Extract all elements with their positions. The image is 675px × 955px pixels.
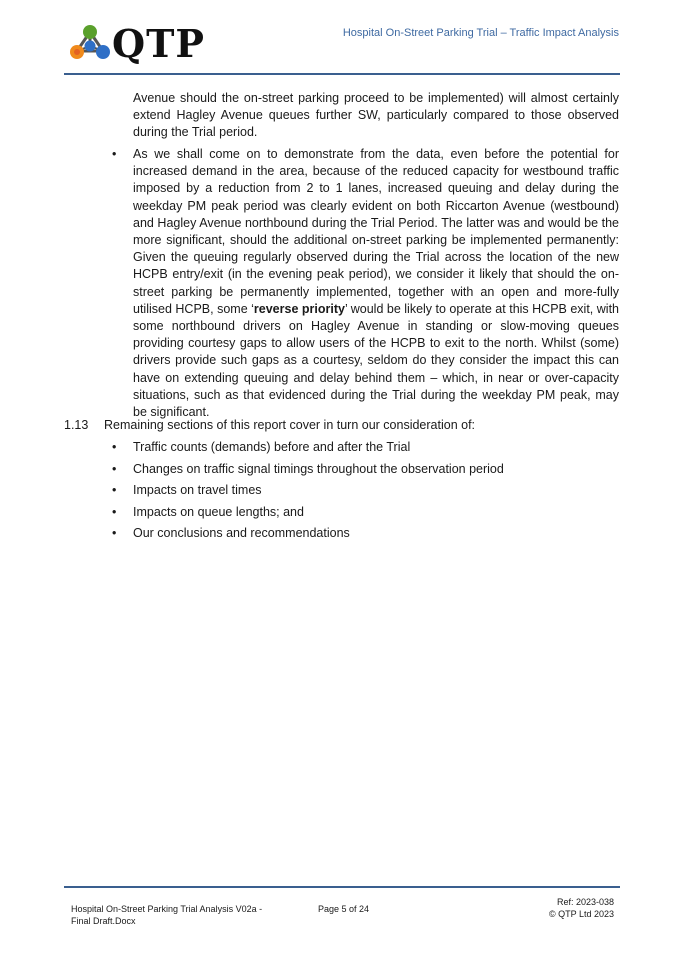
- bullet-text-before: As we shall come on to demonstrate from the data, even before the potential for increased demand in the area, because of the reduced capacity for westbound traffic imposed by a reduction from 2 to 1 lanes, increased queuing and delay during the weekday PM peak period was clearly evident on both Riccarton Avenue (westbound) and Hagley Avenue northbound during the Trial Period. The latter was and would be the more significant, should the additional on-street parking be implemented permanently: Given the queuing regularly observed during the Trial across the location of the new HCPB entry/exit (in the evening peak period), we consider it likely that should the on-street parking be permanently implemented, together with an open and more-fully utilised HCPB, some ‘: [133, 147, 619, 316]
- bullet-paragraph: [108, 146, 619, 421]
- bullet-text: [133, 146, 619, 421]
- section-number: 1.13: [64, 418, 89, 432]
- bullet-icon: •: [112, 504, 117, 519]
- logo-text: QTP: [112, 21, 205, 66]
- list-item: • Impacts on queue lengths; and: [112, 504, 304, 519]
- logo-molecule-icon: [68, 24, 116, 64]
- continuation-paragraph: Avenue should the on-street parking proceed to be implemented) will almost certainly extend Hagley Avenue queues further SW, particularly compared to those observed during the Trial period.: [133, 91, 619, 140]
- section-intro: Remaining sections of this report cover in turn our consideration of:: [104, 418, 476, 432]
- list-item: • Our conclusions and recommendations: [112, 526, 350, 540]
- list-item: • Traffic counts (demands) before and after the Trial: [112, 440, 411, 454]
- bullet-icon: •: [112, 147, 117, 161]
- footer-document-name: Hospital On-Street Parking Trial Analysis V02a - Final Draft.Docx: [71, 904, 263, 926]
- section-list: [108, 439, 619, 547]
- company-logo: [68, 21, 218, 66]
- list-item: • Impacts on travel times: [112, 483, 262, 497]
- document-header-title: Hospital On-Street Parking Trial – Traffic Impact Analysis: [342, 27, 619, 39]
- footer-reference: Ref: 2023-038 © QTP Ltd 2023: [548, 897, 614, 919]
- footer-divider: [64, 886, 620, 888]
- bullet-icon: •: [112, 526, 117, 540]
- bullet-icon: •: [112, 483, 117, 497]
- bullet-text-after: ’ would be likely to operate at this HCPB exit, with some northbound drivers on Hagley Avenue in standing or slow-moving queues providing courtesy gaps to allow users of the HCPB to exit to the north. Whilst (some) drivers provide such gaps as a courtesy, seldom do they consider the impact this can have on extending queuing and delay behind them – which, in near or over-capacity situations, such as that evidenced during the Trial during the weekday PM peak, may be significant.: [133, 301, 619, 420]
- bullet-icon: •: [112, 461, 117, 476]
- list-item: • Changes on traffic signal timings throughout the observation period: [112, 461, 504, 476]
- footer-page-number: Page 5 of 24: [318, 904, 370, 914]
- bullet-icon: •: [112, 440, 117, 454]
- bullet-text-bold: reverse priority: [253, 301, 345, 316]
- header-divider: [64, 73, 620, 75]
